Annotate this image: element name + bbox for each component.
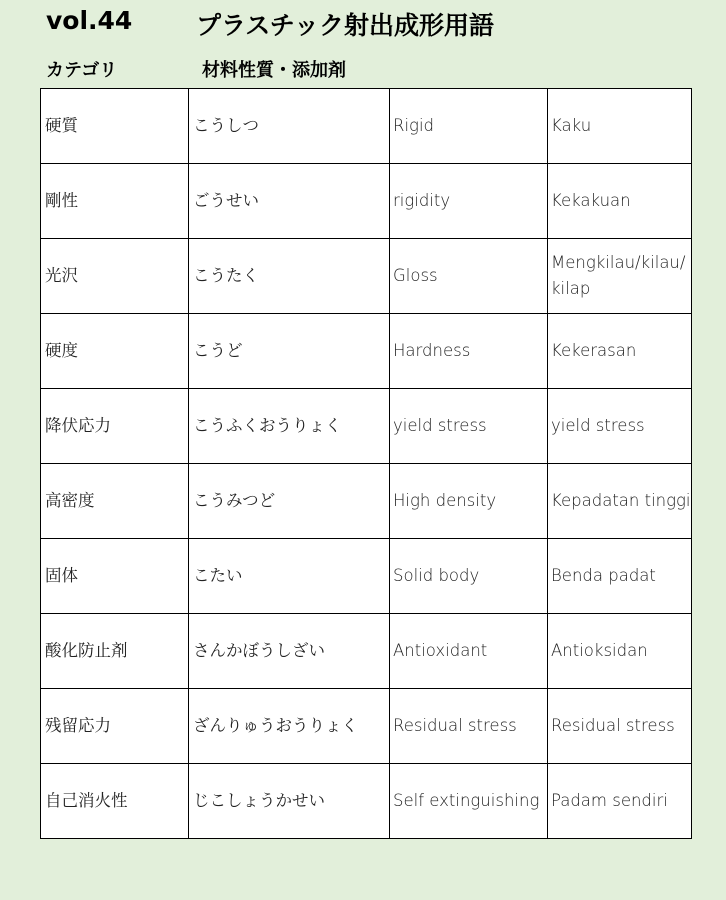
english-cell: yield stress: [390, 389, 548, 464]
table-row: [41, 89, 692, 164]
term-cell: 高密度: [41, 464, 189, 539]
term-cell: 硬度: [41, 314, 189, 389]
term-cell: 酸化防止剤: [41, 614, 189, 689]
indonesian-cell: yield stress: [548, 389, 692, 464]
term-cell: 自己消火性: [41, 764, 189, 839]
reading-cell: こうふくおうりょく: [189, 389, 390, 464]
english-cell: Gloss: [390, 239, 548, 314]
table-row: [41, 614, 692, 689]
english-cell: Residual stress: [390, 689, 548, 764]
reading-cell: じこしょうかせい: [189, 764, 390, 839]
term-cell: 残留応力: [41, 689, 189, 764]
indonesian-cell: Kekakuan: [548, 164, 692, 239]
table-row: [41, 689, 692, 764]
table-row: [41, 314, 692, 389]
category-value: 材料性質・添加剤: [202, 60, 346, 81]
volume-number: vol.44: [46, 6, 133, 35]
table-row: [41, 239, 692, 314]
indonesian-cell: Mengkilau/kilau/kilap: [548, 239, 692, 314]
english-cell: rigidity: [390, 164, 548, 239]
indonesian-cell: Benda padat: [548, 539, 692, 614]
english-cell: Antioxidant: [390, 614, 548, 689]
table-row: [41, 164, 692, 239]
term-cell: 光沢: [41, 239, 189, 314]
reading-cell: ざんりゅうおうりょく: [189, 689, 390, 764]
indonesian-cell: Kaku: [548, 89, 692, 164]
reading-cell: こうど: [189, 314, 390, 389]
table-row: [41, 389, 692, 464]
indonesian-cell: Padam sendiri: [548, 764, 692, 839]
table-row: [41, 539, 692, 614]
indonesian-cell: Residual stress: [548, 689, 692, 764]
term-cell: 剛性: [41, 164, 189, 239]
category-label: カテゴリ: [46, 60, 118, 81]
reading-cell: こうみつど: [189, 464, 390, 539]
english-cell: Rigid: [390, 89, 548, 164]
term-cell: 降伏応力: [41, 389, 189, 464]
indonesian-cell: Antioksidan: [548, 614, 692, 689]
glossary-table-body: [41, 89, 692, 839]
reading-cell: こうしつ: [189, 89, 390, 164]
english-cell: High density: [390, 464, 548, 539]
english-cell: Self extinguishing: [390, 764, 548, 839]
english-cell: Solid body: [390, 539, 548, 614]
glossary-table: [40, 88, 692, 839]
reading-cell: ごうせい: [189, 164, 390, 239]
page-title: プラスチック射出成形用語: [196, 11, 495, 40]
term-cell: 固体: [41, 539, 189, 614]
table-row: [41, 464, 692, 539]
term-cell: 硬質: [41, 89, 189, 164]
english-cell: Hardness: [390, 314, 548, 389]
table-row: [41, 764, 692, 839]
reading-cell: さんかぼうしざい: [189, 614, 390, 689]
indonesian-cell: Kekerasan: [548, 314, 692, 389]
reading-cell: こうたく: [189, 239, 390, 314]
indonesian-cell: Kepadatan tinggi: [548, 464, 692, 539]
reading-cell: こたい: [189, 539, 390, 614]
